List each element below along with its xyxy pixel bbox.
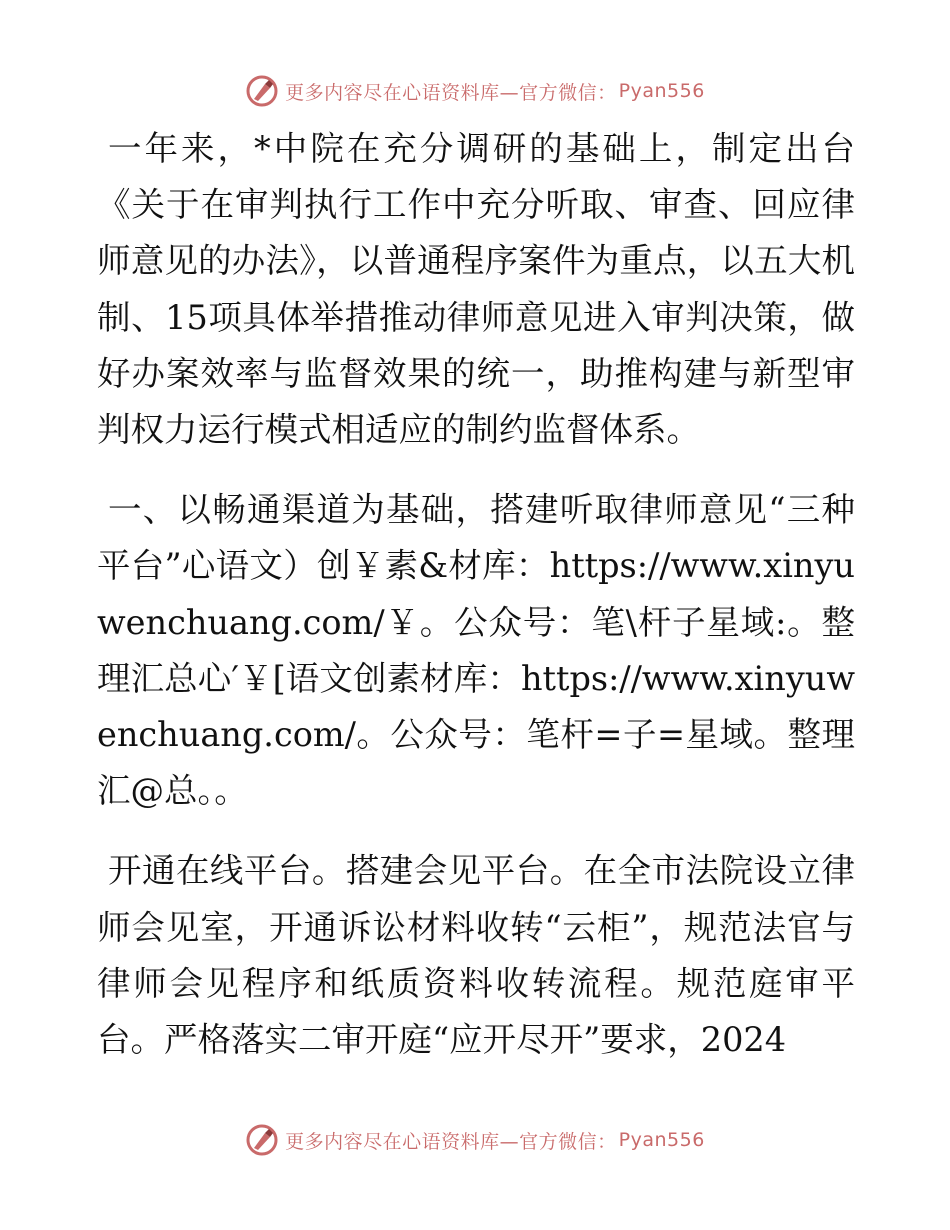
header-watermark xyxy=(0,71,950,111)
watermark-text: 更多内容尽在心语资料库—官方微信： xyxy=(285,1130,617,1153)
footer-watermark xyxy=(0,1120,950,1160)
watermark-handle: Pyan556 xyxy=(618,80,705,102)
pen-nib-logo-icon xyxy=(245,74,279,108)
paragraph-intro: 一年来，*中院在充分调研的基础上，制定出台《关于在审判执行工作中充分听取、审查、回应律师意见的办法》，以普通程序案件为重点，以五大机制、15项具体举措推动律师意见进入审判决策，做好办案效率与监督效果的统一，助推构建与新型审判权力运行模式相适应的制约监督体系。 xyxy=(97,129,855,450)
paragraph-platforms: 开通在线平台。搭建会见平台。在全市法院设立律师会见室，开通诉讼材料收转“云柜”，规范法官与律师会见程序和纸质资料收转流程。规范庭审平台。严格落实二审开庭“应开尽开”要求，2024 xyxy=(97,851,855,1060)
paragraph-section-one: 一、以畅通渠道为基础，搭建听取律师意见“三种平台”心语文）创￥素&材库：https://www.xinyuwenchuang.com/￥。公众号：笔\杆子星域:。整理汇总心′￥[语文创素材库：https://www.xinyuwenchuang.com/。公众号：笔杆=子=星域。整理汇@总。。 xyxy=(97,490,855,811)
watermark-handle: Pyan556 xyxy=(618,1129,705,1151)
document-body xyxy=(97,121,855,1092)
pen-nib-logo-icon xyxy=(245,1123,279,1157)
watermark-text: 更多内容尽在心语资料库—官方微信： xyxy=(285,81,617,104)
